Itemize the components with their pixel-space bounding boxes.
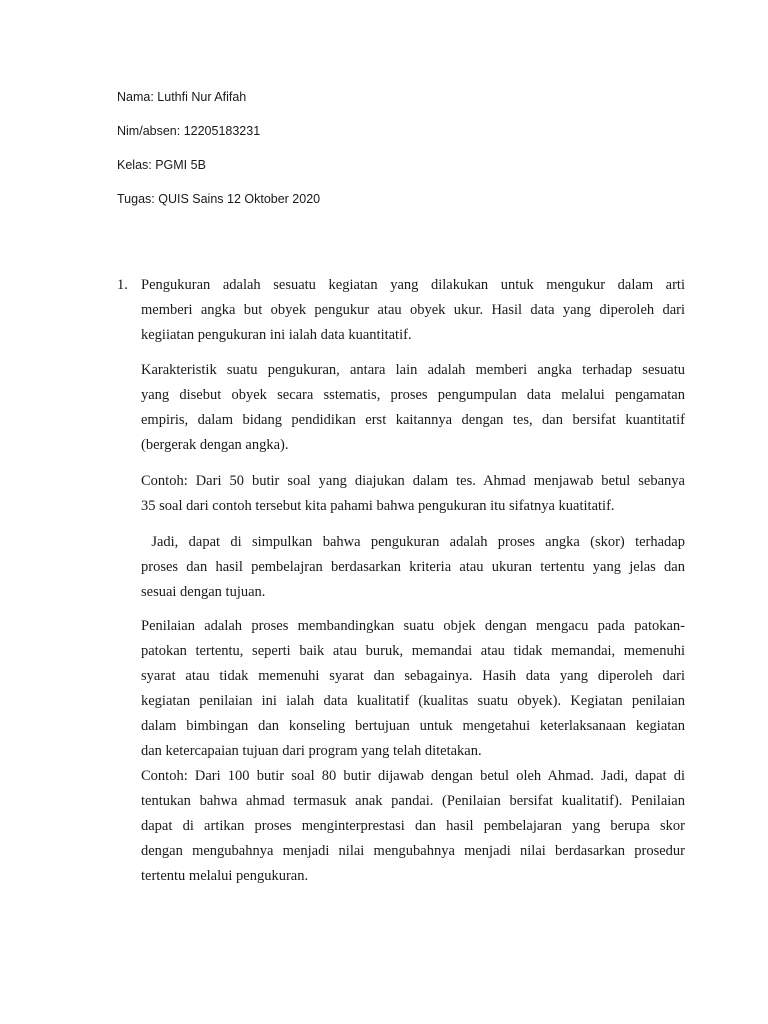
text-line: Penilaian adalah proses membandingkan suatu objek dengan mengacu pada patokan-: [141, 618, 685, 634]
text-line: dan ketercapaian tujuan dari program yang telah ditetakan.: [141, 743, 482, 759]
paragraph-pengukuran: [141, 273, 685, 348]
text-line: kegiatan penilaian ini ialah data kualitatif (kualitas suatu obyek). Kegiatan penilaian: [141, 693, 685, 709]
student-nim: Nim/absen: 12205183231: [117, 124, 261, 138]
paragraph-contoh-pengukuran: [141, 469, 685, 519]
paragraph-karakteristik: [141, 358, 685, 458]
list-number: 1.: [117, 277, 128, 293]
text-line: Karakteristik suatu pengukuran, antara lain adalah memberi angka terhadap sesuatu: [141, 362, 685, 378]
text-line: Jadi, dapat di simpulkan bahwa pengukuran adalah proses angka (skor) terhadap: [141, 534, 685, 550]
text-line: memberi angka but obyek pengukur atau obyek ukur. Hasil data yang diperoleh dari: [141, 302, 685, 318]
text-line: Contoh: Dari 50 butir soal yang diajukan dalam tes. Ahmad menjawab betul sebanya: [141, 473, 685, 489]
text-line: Contoh: Dari 100 butir soal 80 butir dijawab dengan betul oleh Ahmad. Jadi, dapat di: [141, 768, 685, 784]
text-line: kegiiatan pengukuran ini ialah data kuantitatif.: [141, 327, 412, 343]
text-line: (bergerak dengan angka).: [141, 437, 289, 453]
paragraph-penilaian: [141, 614, 685, 889]
assignment-title: Tugas: QUIS Sains 12 Oktober 2020: [117, 192, 321, 206]
text-line: dapat di artikan proses menginterprestasi dan hasil pembelajaran yang berupa skor: [141, 818, 685, 834]
text-line: proses dan hasil pembelajran berdasarkan kriteria atau ukuran tertentu yang jelas dan: [141, 559, 685, 575]
text-line: empiris, dalam bidang pendidikan erst kaitannya dengan tes, dan bersifat kuantitatif: [141, 412, 685, 428]
text-line: sesuai dengan tujuan.: [141, 584, 266, 600]
student-name: Nama: Luthfi Nur Afifah: [117, 90, 247, 104]
paragraph-kesimpulan: [141, 530, 685, 605]
text-line: tertentu melalui pengukuran.: [141, 868, 309, 884]
student-class: Kelas: PGMI 5B: [117, 158, 206, 172]
text-line: Pengukuran adalah sesuatu kegiatan yang dilakukan untuk mengukur dalam arti: [141, 277, 685, 293]
text-line: dengan mengubahnya menjadi nilai mengubahnya menjadi nilai berdasarkan prosedur: [141, 843, 685, 859]
text-line: yang disebut obyek secara sstematis, proses pengumpulan data melalui pengamatan: [141, 387, 685, 403]
text-line: patokan tertentu, seperti baik atau buruk, memandai atau tidak memandai, memenuhi: [141, 643, 685, 659]
text-line: syarat atau tidak memenuhi syarat dan sebagainya. Hasih data yang diperoleh dari: [141, 668, 685, 684]
text-line: dalam bimbingan dan konseling bertujuan untuk mengetahui keterlaksanaan kegiatan: [141, 718, 685, 734]
text-line: tentukan bahwa ahmad termasuk anak pandai. (Penilaian bersifat kualitatif). Penilaian: [141, 793, 685, 809]
text-line: 35 soal dari contoh tersebut kita pahami bahwa pengukuran itu sifatnya kuatitatif.: [141, 498, 615, 514]
